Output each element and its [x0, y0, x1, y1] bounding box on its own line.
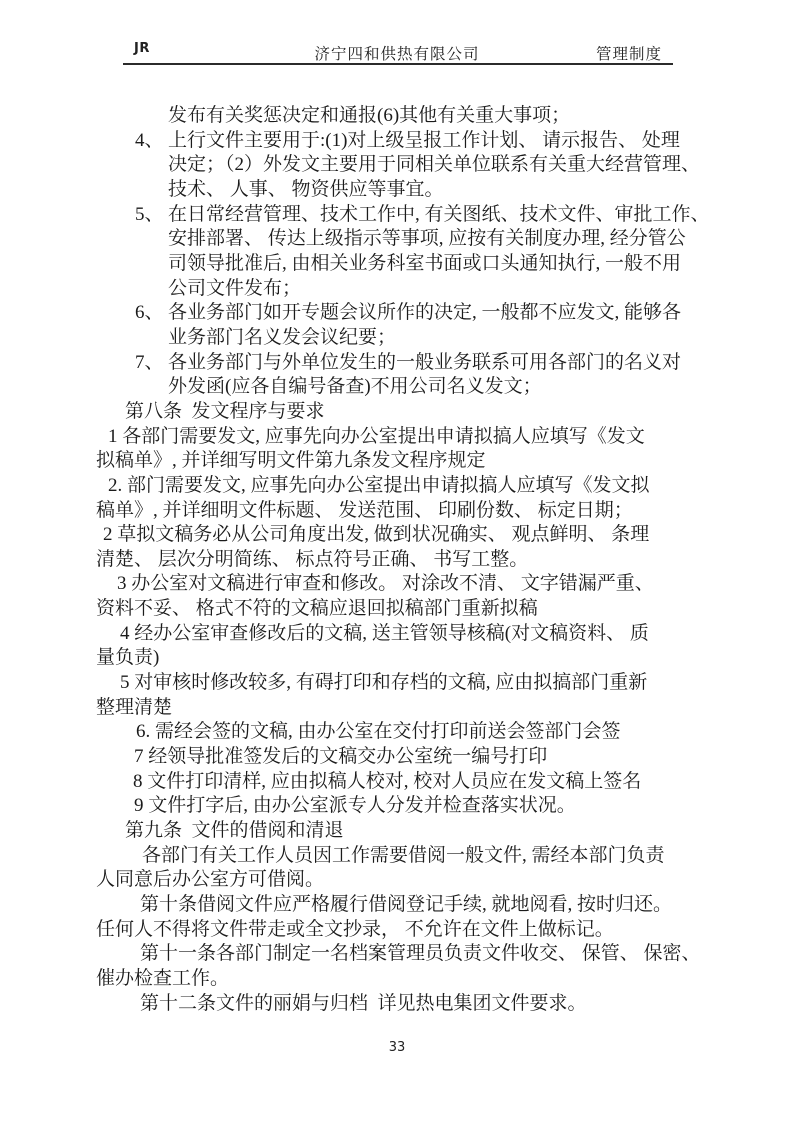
text-line: [96, 992, 716, 1017]
line-text: 发布有关奖惩决定和通报(6)其他有关重大事项；: [168, 105, 571, 126]
line-text: 1 各部门需要发文, 应事先向办公室提出申请拟搞人应填写《发文: [108, 425, 645, 447]
line-text: 技术、 人事、 物资供应等事宜。: [168, 178, 444, 200]
list-item-number: 6、: [135, 302, 164, 324]
line-text: 第十一条各部门制定一名档案管理员负责文件收交、 保管、 保密、: [140, 943, 701, 965]
line-text: 公司文件发布；: [168, 277, 302, 299]
line-text: 业务部门名义发会议纪要；: [168, 326, 397, 348]
text-line: [96, 868, 716, 893]
header-company-name: 济宁四和供热有限公司: [314, 46, 480, 63]
header-left-label: JR: [134, 41, 150, 56]
line-text: 安排部署、 传达上级指示等事项, 应按有关制度办理, 经分管公: [168, 228, 686, 250]
header-rule: [123, 63, 673, 65]
line-text: 2. 部门需要发文, 应事先向办公室提出申请拟搞人应填写《发文拟: [108, 474, 650, 496]
text-line: [96, 967, 716, 992]
line-text: 拟稿单》, 并详细写明文件第九条发文程序规定: [96, 450, 486, 472]
line-text: 9 文件打字后, 由办公室派专人分发并检查落实状况。: [134, 795, 576, 817]
text-line: [96, 474, 716, 499]
list-item-number: 7、: [135, 351, 164, 373]
line-text: 4 经办公室审查修改后的文稿, 送主管领导核稿(对文稿资料、 质: [120, 622, 649, 644]
header-doc-type: 管理制度: [595, 46, 662, 63]
text-line: [96, 153, 716, 178]
list-item-line: [96, 203, 716, 228]
text-line: [96, 696, 716, 721]
line-text: 稿单》, 并详细明文件标题、 发送范围、 印刷份数、 标定日期；: [96, 499, 633, 521]
text-line: [96, 794, 716, 819]
text-line: [96, 720, 716, 745]
line-text: 催办检查工作。: [96, 967, 230, 989]
text-line: [96, 104, 716, 129]
line-text: 第九条 文件的借阅和清退: [125, 820, 344, 842]
text-line: [96, 597, 716, 622]
line-text: 3 办公室对文稿进行审查和修改。 对涂改不清、 文字错漏严重、: [117, 573, 654, 595]
text-line: [96, 622, 716, 647]
text-line: [96, 819, 716, 844]
text-line: [96, 893, 716, 918]
list-item-line: [96, 129, 716, 154]
line-text: 整理清楚: [96, 696, 173, 718]
list-item-line: [96, 351, 716, 376]
line-text: 清楚、 层次分明简练、 标点符号正确、 书写工整。: [96, 548, 529, 570]
line-text: 各部门有关工作人员因工作需要借阅一般文件, 需经本部门负责: [142, 844, 665, 866]
text-line: [96, 572, 716, 597]
line-text: 2 草拟文稿务必从公司角度出发, 做到状况确实、 观点鲜明、 条理: [103, 524, 650, 546]
line-text: 资料不妥、 格式不符的文稿应退回拟稿部门重新拟稿: [96, 598, 538, 620]
document-body: [96, 104, 716, 1016]
text-line: [96, 671, 716, 696]
page-footer: [0, 1040, 794, 1055]
list-item-number: 4、: [135, 129, 164, 151]
text-line: [96, 646, 716, 671]
text-line: [96, 499, 716, 524]
text-line: [96, 375, 716, 400]
page-number: 33: [388, 1040, 406, 1055]
line-text: 5 对审核时修改较多, 有碍打印和存档的文稿, 应由拟搞部门重新: [120, 672, 648, 694]
line-text: 决定；（2）外发文主要用于同相关单位联系有关重大经营管理、: [168, 154, 701, 176]
line-text: 第十条借阅文件应严格履行借阅登记手续, 就地阅看, 按时归还。: [140, 894, 673, 915]
line-text: 6. 需经会签的文稿, 由办公室在交付打印前送会签部门会签: [136, 721, 621, 743]
line-text: 上行文件主要用于:(1)对上级呈报工作计划、 请示报告、 处理: [168, 129, 680, 151]
line-text: 各业务部门如开专题会议所作的决定, 一般都不应发文, 能够各: [168, 302, 682, 324]
text-line: [96, 745, 716, 770]
text-line: [96, 277, 716, 302]
list-item-number: 5、: [135, 203, 164, 225]
list-item-line: [96, 301, 716, 326]
text-line: [96, 523, 716, 548]
line-text: 第八条 发文程序与要求: [125, 400, 325, 422]
text-line: [96, 400, 716, 425]
text-line: [96, 178, 716, 203]
line-text: 任何人不得将文件带走或全文抄录， 不允许在文件上做标记。: [96, 918, 614, 940]
line-text: 外发函(应各自编号备查)不用公司名义发文；: [168, 376, 542, 398]
text-line: [96, 227, 716, 252]
text-line: [96, 548, 716, 573]
line-text: 各业务部门与外单位发生的一般业务联系可用各部门的名义对: [168, 351, 682, 373]
line-text: 量负责): [96, 647, 160, 669]
line-text: 人同意后办公室方可借阅。: [96, 869, 325, 891]
text-line: [96, 844, 716, 869]
line-text: 第十二条文件的丽娟与归档 详见热电集团文件要求。: [140, 992, 587, 1014]
line-text: 司领导批准后, 由相关业务科室书面或口头通知执行, 一般不用: [168, 252, 682, 274]
line-text: 在日常经营管理、技术工作中, 有关图纸、技术文件、审批工作、: [168, 203, 710, 225]
text-line: [96, 942, 716, 967]
text-line: [96, 326, 716, 351]
text-line: [96, 425, 716, 450]
line-text: 8 文件打印清样, 应由拟稿人校对, 校对人员应在发文稿上签名: [133, 770, 642, 792]
text-line: [96, 252, 716, 277]
text-line: [96, 918, 716, 943]
text-line: [96, 770, 716, 795]
line-text: 7 经领导批准签发后的文稿交办公室统一编号打印: [134, 746, 548, 768]
text-line: [96, 449, 716, 474]
